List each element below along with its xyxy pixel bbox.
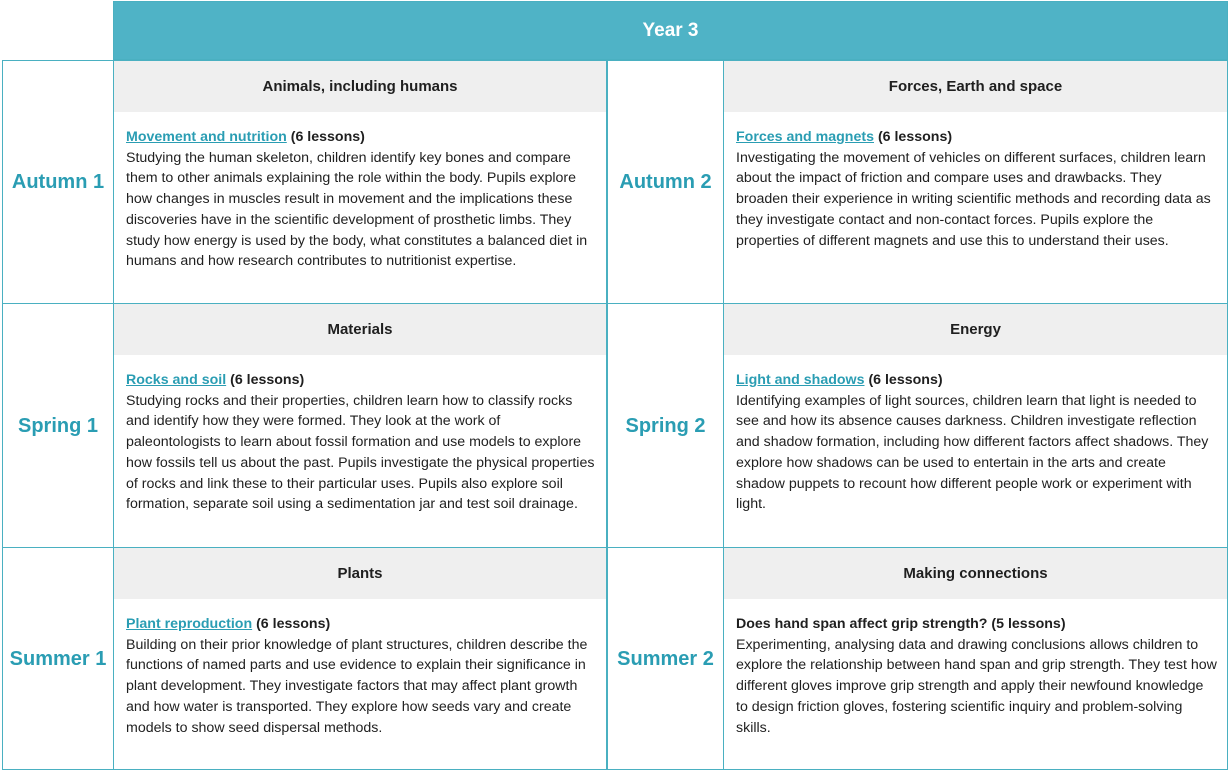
topic-heading: Materials bbox=[114, 304, 606, 355]
lesson-count: (6 lessons) bbox=[877, 129, 953, 145]
term-label-summer-1 bbox=[3, 548, 114, 769]
term-text: Spring 2 bbox=[625, 414, 706, 437]
term-label-spring-2 bbox=[607, 304, 724, 548]
year-title: Year 3 bbox=[642, 19, 699, 41]
unit-cell-summer-1 bbox=[114, 548, 607, 769]
unit-body bbox=[114, 355, 606, 515]
unit-body bbox=[114, 112, 606, 272]
year-header bbox=[113, 1, 1228, 60]
unit-description: Identifying examples of light sources, children learn that light is needed to see and how its absence causes darkness. Children investigate reflection and shadow formation, including how different factors affect shadows. They explore how shadows can be used to entertain in the arts and create shadow puppets to recount how different people work or experiment with light. bbox=[736, 392, 1209, 513]
unit-title: Does hand span affect grip strength? bbox=[736, 616, 988, 632]
term-text: Autumn 2 bbox=[619, 171, 712, 193]
term-text: Spring 1 bbox=[17, 414, 98, 437]
term-label-autumn-1 bbox=[3, 61, 114, 304]
unit-cell-spring-1 bbox=[114, 304, 607, 548]
unit-link-movement-and-nutrition[interactable]: Movement and nutrition bbox=[126, 129, 287, 145]
unit-body bbox=[724, 599, 1227, 738]
lesson-count: (6 lessons) bbox=[290, 129, 365, 145]
unit-link-rocks-and-soil[interactable]: Rocks and soil bbox=[126, 372, 227, 388]
unit-cell-autumn-1 bbox=[114, 61, 607, 304]
unit-description: Studying the human skeleton, children identify key bones and compare them to other animals explaining the role within the body. Pupils explore how changes in muscles result in movement and the implications these discoveries have in the scientific development of prosthetic limbs. They study how energy is used by the body, what constitutes a balanced diet in humans and how research contributes to nutritionist expertise. bbox=[126, 149, 588, 270]
lesson-count: (6 lessons) bbox=[230, 372, 305, 388]
unit-body bbox=[724, 355, 1227, 515]
lesson-count: (5 lessons) bbox=[991, 616, 1066, 632]
topic-heading: Animals, including humans bbox=[114, 61, 606, 112]
unit-description: Experimenting, analysing data and drawing conclusions allows children to explore the relationship between hand span and grip strength. They test how different gloves improve grip strength and apply their newfound knowledge to design friction gloves, fostering scientific inquiry and problem-solving skills. bbox=[736, 636, 1217, 736]
topic-heading: Forces, Earth and space bbox=[724, 61, 1227, 112]
term-label-summer-2 bbox=[607, 548, 724, 769]
term-text: Summer 2 bbox=[617, 647, 714, 670]
unit-link-light-and-shadows[interactable]: Light and shadows bbox=[736, 372, 865, 388]
unit-body bbox=[114, 599, 606, 738]
term-text: Autumn 1 bbox=[11, 171, 105, 193]
unit-cell-autumn-2 bbox=[724, 61, 1227, 304]
unit-description: Building on their prior knowledge of plant structures, children describe the functions of named parts and use evidence to explain their significance in plant development. They investigate factors that may affect plant growth and how water is transported. They explore how seeds vary and create models to show seed dispersal methods. bbox=[126, 636, 588, 736]
unit-body bbox=[724, 112, 1227, 251]
unit-description: Studying rocks and their properties, children learn how to classify rocks and identify how they were formed. They look at the work of paleontologists to learn about fossil formation and use models to explore how fossils tell us about the past. Pupils investigate the physical properties of rocks and link these to their particular uses. Pupils also explore soil formation, separate soil using a sedimentation jar and test soil drainage. bbox=[126, 392, 595, 513]
term-label-autumn-2 bbox=[607, 61, 724, 304]
unit-cell-spring-2 bbox=[724, 304, 1227, 548]
topic-heading: Plants bbox=[114, 548, 606, 599]
lesson-count: (6 lessons) bbox=[256, 616, 331, 632]
unit-link-plant-reproduction[interactable]: Plant reproduction bbox=[126, 616, 253, 632]
term-text: Summer 1 bbox=[9, 647, 107, 670]
lesson-count: (6 lessons) bbox=[868, 372, 943, 388]
unit-link-forces-and-magnets[interactable]: Forces and magnets bbox=[736, 129, 874, 145]
unit-description: Investigating the movement of vehicles on different surfaces, children learn about the impact of friction and compare uses and drawbacks. They broaden their experience in writing scientific methods and recording data as they investigate contact and non-contact forces. Pupils explore the properties of different magnets and use this to understand their uses. bbox=[736, 149, 1211, 249]
curriculum-table bbox=[2, 60, 1228, 770]
topic-heading: Making connections bbox=[724, 548, 1227, 599]
term-label-spring-1 bbox=[3, 304, 114, 548]
topic-heading: Energy bbox=[724, 304, 1227, 355]
unit-cell-summer-2 bbox=[724, 548, 1227, 769]
